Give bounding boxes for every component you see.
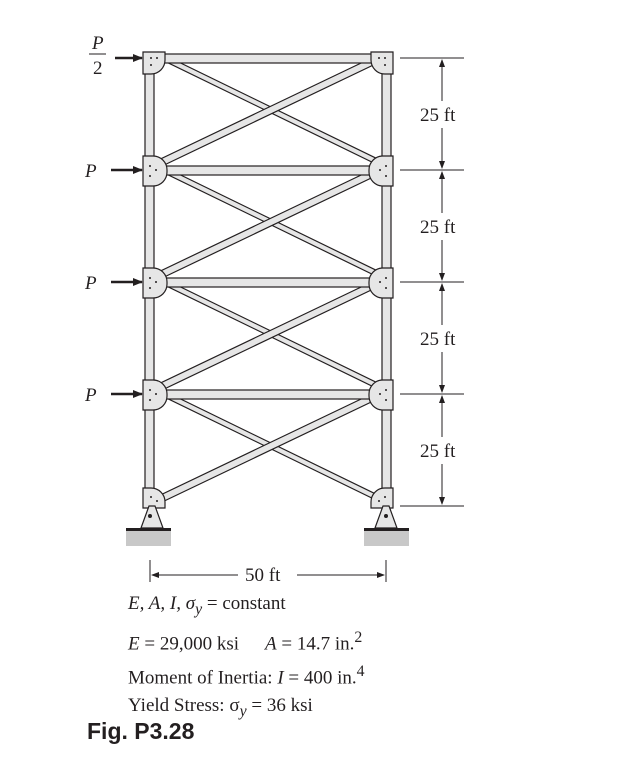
bay-width-label: 50 ft bbox=[245, 565, 281, 586]
load-labels bbox=[84, 33, 106, 406]
properties-line-1: E, A, I, $\sigma_y$ = constant bbox=[128, 593, 286, 618]
story-height-4: 25 ft bbox=[420, 441, 456, 462]
gusset-left-level2 bbox=[143, 156, 167, 186]
gusset-left-level4 bbox=[143, 380, 167, 410]
load-level3-label: P bbox=[85, 273, 97, 294]
beam-roof bbox=[145, 54, 391, 63]
gusset-right-level4 bbox=[369, 380, 393, 410]
story-height-3: 25 ft bbox=[420, 329, 456, 350]
properties-line-3: Moment of Inertia: I = 400 in.$^4$ bbox=[128, 663, 365, 689]
story-height-1: 25 ft bbox=[420, 105, 456, 126]
support-right bbox=[364, 506, 409, 546]
gusset-left-level3 bbox=[143, 268, 167, 298]
gusset-left-base bbox=[143, 488, 165, 508]
story-height-2: 25 ft bbox=[420, 217, 456, 238]
gusset-right-level2 bbox=[369, 156, 393, 186]
properties-line-2: E = 29,000 ksi A = 14.7 in.$^2$ bbox=[128, 628, 363, 655]
load-level2-label: P bbox=[85, 161, 97, 182]
load-level4-label: P bbox=[85, 385, 97, 406]
gusset-left-roof bbox=[143, 52, 165, 74]
load-top-numerator: P bbox=[92, 33, 104, 54]
figure-label: Fig. P3.28 bbox=[87, 718, 195, 744]
load-top-denominator: 2 bbox=[93, 58, 103, 79]
load-arrows bbox=[111, 58, 142, 394]
gusset-right-base bbox=[371, 488, 393, 508]
member-properties bbox=[128, 590, 365, 726]
beam-level4 bbox=[145, 390, 391, 399]
story-height-labels bbox=[420, 105, 456, 462]
beam-level3 bbox=[145, 278, 391, 287]
support-left bbox=[126, 506, 171, 546]
gusset-right-roof bbox=[371, 52, 393, 74]
gusset-right-level3 bbox=[369, 268, 393, 298]
properties-line-4: Yield Stress: $\sigma_y = 36$ ksi bbox=[128, 695, 313, 721]
beam-level2 bbox=[145, 166, 391, 175]
